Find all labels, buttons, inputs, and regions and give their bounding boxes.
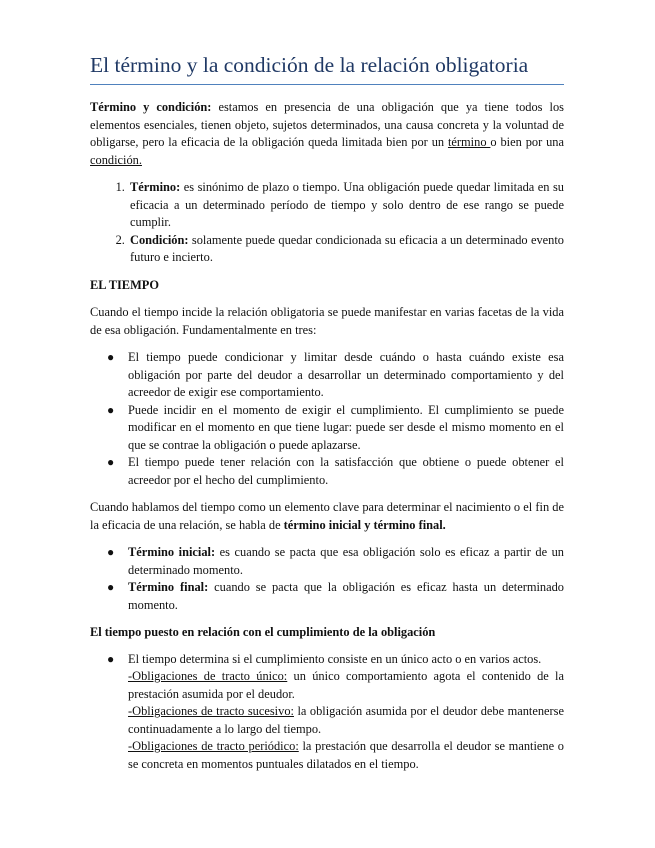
type-label: -Obligaciones de tracto periódico: [128,739,299,753]
bullet-icon: ● [107,402,115,417]
bullet-icon: ● [107,545,115,559]
type-text: la obligación asumida por el deudor debe mantenerse continuadamente a lo largo del tiempo. [128,704,565,736]
paragraph-text: Cuando hablamos del tiempo como un elemento clave para determinar el nacimiento o el fin de la eficacia de una relación, se habla de [90,500,564,532]
term-text: es cuando se pacta que esa obligación solo es eficaz a partir de un determinado momento. [128,545,564,577]
type-text: un único comportamiento agota el contenido de la prestación asumida por el deudor. [128,669,564,701]
definition-text: es sinónimo de plazo o tiempo. Una obligación puede quedar limitada en su eficacia a un determinado período de tiempo y solo dentro de ese rango se puede cumplir. [130,180,564,229]
definition-term: Término: [130,180,181,194]
bullet-icon: ● [107,350,115,364]
term-text: cuando se pacta que la obligación es eficaz hasta un determinado momento. [128,580,565,612]
type-label: -Obligaciones de tracto sucesivo: [128,704,294,718]
section-heading-cumplimiento: El tiempo puesto en relación con el cumplimiento de la obligación [90,625,436,639]
intro-text-2: o bien por una [490,135,564,149]
page-title: El término y la condición de la relación obligatoria [90,0,564,85]
type-text: la prestación que desarrolla el deudor se mantiene o se concreta en momentos puntuales dilatados en el tiempo. [128,739,564,771]
bullet-list [90,544,564,614]
paragraph: Cuando el tiempo incide la relación obligatoria se puede manifestar en varias facetas de la vida de esa obligación. Fundamentalmente en tres: [90,305,564,337]
definition-term: Condición: [130,232,189,247]
term-label: Término inicial: [128,545,216,559]
intro-text-1: estamos en presencia de una obligación que ya tiene todos los elementos esenciales, tienen objeto, sujetos determinados, una causa concreta y la voluntad de obligarse, pero la eficacia de la obligación queda limitada bien por un [90,100,564,149]
list-item-text: El tiempo puede condicionar y limitar desde cuándo o hasta cuándo existe esa obligación por parte del deudor a desarrollar un determinado comportamiento y del acreedor de exigir ese comportamiento. [128,350,564,399]
intro-paragraph [90,99,564,169]
list-item [107,454,564,489]
paragraph-bold: término inicial y término final. [283,517,446,532]
list-item [128,179,564,232]
list-item-text: El tiempo puede tener relación con la satisfacción que obtiene o puede obtener el acreedor por el hecho del cumplimiento. [128,455,564,487]
bullet-icon: ● [107,580,115,594]
definition-text: solamente puede quedar condicionada su eficacia a un determinado evento futuro e incierto. [130,232,564,264]
section-heading-el-tiempo: EL TIEMPO [90,277,159,292]
type-label: -Obligaciones de tracto único: [128,669,288,683]
list-item [107,349,564,402]
list-item-text: El tiempo determina si el cumplimiento consiste en un único acto o en varios actos. [128,651,542,666]
definitions-list [90,179,564,267]
list-item [107,544,564,579]
bullet-icon: ● [107,651,115,666]
intro-bold: Término y condición: [90,100,212,114]
term-label: Término final: [128,580,209,594]
bullet-list [90,651,564,774]
bullet-icon: ● [107,455,115,469]
bullet-list [90,349,564,489]
link-condicion[interactable]: condición. [90,152,142,167]
list-item [107,402,564,455]
list-item [128,232,564,267]
list-item-text: Puede incidir en el momento de exigir el cumplimiento. El cumplimiento se puede modificar en el momento en que tiene lugar: puede ser desde el mismo momento en el que se contrae la obligación o puede aplazarse. [128,402,564,452]
list-item [107,651,565,774]
paragraph [90,499,564,534]
link-termino[interactable]: término [447,135,491,149]
list-item [107,579,565,614]
